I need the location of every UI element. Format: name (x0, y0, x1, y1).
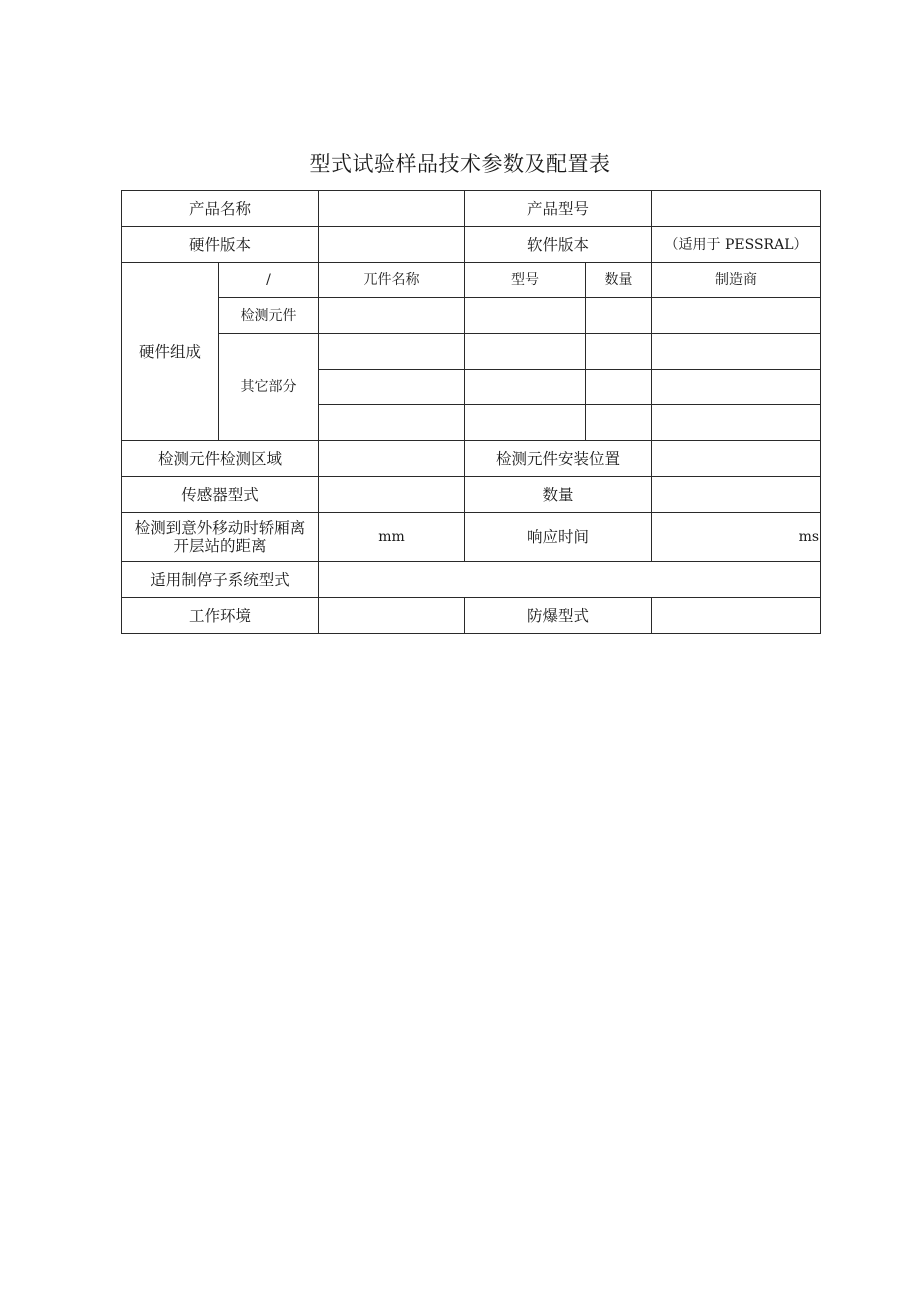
car-distance-label (122, 513, 319, 562)
explosion-proof-label: 防爆型式 (465, 598, 652, 634)
hardware-version-label: 硬件版本 (122, 227, 319, 263)
sensor-quantity-label: 数量 (465, 477, 652, 513)
detection-element-model-cell[interactable] (465, 298, 586, 334)
detection-element-quantity-cell[interactable] (586, 298, 652, 334)
response-time-unit: ms (652, 513, 821, 562)
car-distance-label-line1: 检测到意外移动时轿厢离 (134, 519, 306, 537)
software-version-label: 软件版本 (465, 227, 652, 263)
response-time-label: 响应时间 (465, 513, 652, 562)
brake-subsystem-label: 适用制停子系统型式 (122, 562, 319, 598)
car-distance-label-line2: 开层站的距离 (173, 537, 267, 555)
other-part-manufacturer-cell[interactable] (652, 334, 821, 370)
product-model-label: 产品型号 (465, 191, 652, 227)
other-part-name-cell[interactable] (319, 405, 465, 441)
detection-area-label: 检测元件检测区域 (122, 441, 319, 477)
manufacturer-header: 制造商 (652, 263, 821, 298)
other-part-model-cell[interactable] (465, 334, 586, 370)
detection-element-manufacturer-cell[interactable] (652, 298, 821, 334)
product-name-label: 产品名称 (122, 191, 319, 227)
spec-table (121, 190, 821, 634)
other-part-model-cell[interactable] (465, 405, 586, 441)
table-row (122, 598, 821, 634)
sensor-type-value-cell[interactable] (319, 477, 465, 513)
other-part-name-cell[interactable] (319, 334, 465, 370)
hardware-composition-label: 硬件组成 (122, 263, 219, 441)
slash-header: / (219, 263, 319, 298)
table-row (122, 263, 821, 298)
sensor-quantity-value-cell[interactable] (652, 477, 821, 513)
other-part-quantity-cell[interactable] (586, 370, 652, 405)
work-env-label: 工作环境 (122, 598, 319, 634)
document-title: 型式试验样品技术参数及配置表 (309, 152, 611, 176)
table-row (122, 227, 821, 263)
other-part-name-cell[interactable] (319, 370, 465, 405)
other-part-manufacturer-cell[interactable] (652, 405, 821, 441)
detection-area-value-cell[interactable] (319, 441, 465, 477)
other-part-model-cell[interactable] (465, 370, 586, 405)
other-part-quantity-cell[interactable] (586, 405, 652, 441)
model-header: 型号 (465, 263, 586, 298)
table-row (122, 513, 821, 562)
table-row (122, 334, 821, 370)
install-position-value-cell[interactable] (652, 441, 821, 477)
install-position-label: 检测元件安装位置 (465, 441, 652, 477)
brake-subsystem-value-cell[interactable] (319, 562, 821, 598)
table-row (122, 441, 821, 477)
hardware-version-value-cell[interactable] (319, 227, 465, 263)
table-row (122, 562, 821, 598)
table-row (122, 191, 821, 227)
explosion-proof-value-cell[interactable] (652, 598, 821, 634)
other-part-manufacturer-cell[interactable] (652, 370, 821, 405)
product-model-value-cell[interactable] (652, 191, 821, 227)
product-name-value-cell[interactable] (319, 191, 465, 227)
other-parts-label: 其它部分 (219, 334, 319, 441)
car-distance-unit: mm (319, 513, 465, 562)
sensor-type-label: 传感器型式 (122, 477, 319, 513)
table-row (122, 298, 821, 334)
quantity-header: 数量 (586, 263, 652, 298)
detection-element-label: 检测元件 (219, 298, 319, 334)
other-part-quantity-cell[interactable] (586, 334, 652, 370)
table-row (122, 477, 821, 513)
software-version-note: （适用于 PESSRAL） (652, 227, 821, 263)
work-env-value-cell[interactable] (319, 598, 465, 634)
component-name-header: 兀件名称 (319, 263, 465, 298)
detection-element-name-cell[interactable] (319, 298, 465, 334)
